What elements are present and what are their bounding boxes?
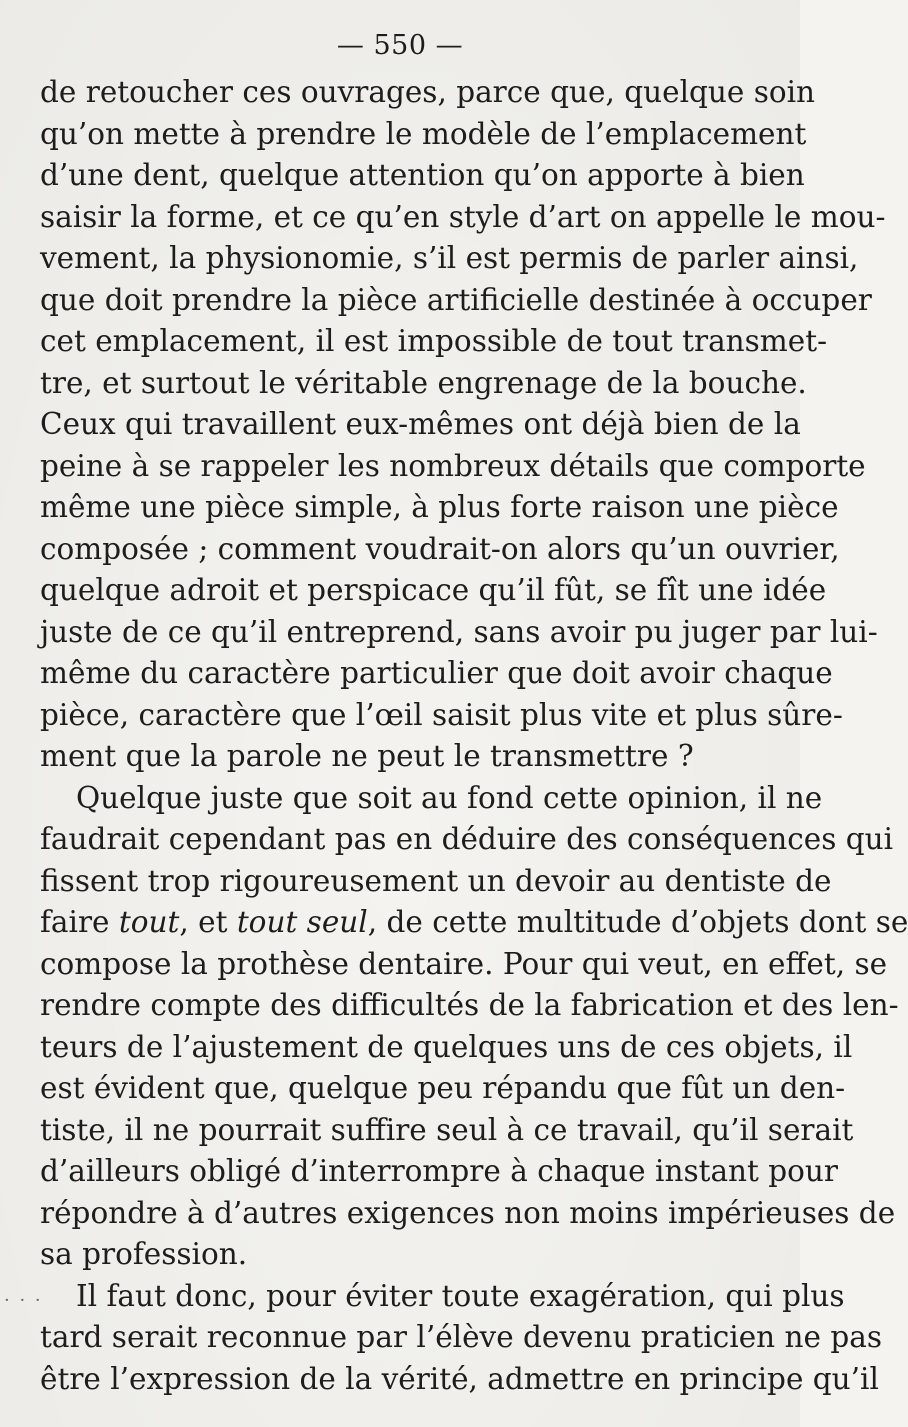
text-line: peine à se rappeler les nombreux détails que comporte: [40, 448, 866, 483]
text-line: Il faut donc, pour éviter toute exagération, qui plus: [76, 1278, 845, 1313]
body-text: [40, 72, 908, 1400]
text-line: fissent trop rigoureusement un devoir au dentiste de: [40, 863, 832, 898]
text-line: saisir la forme, et ce qu’en style d’art on appelle le mou-: [40, 199, 886, 234]
text-line: de retoucher ces ouvrages, parce que, quelque soin: [40, 75, 816, 109]
text-line: que doit prendre la pièce artificielle destinée à occuper: [40, 282, 872, 317]
text-line: tiste, il ne pourrait suffire seul à ce travail, qu’il serait: [40, 1112, 854, 1147]
text-line: teurs de l’ajustement de quelques uns de ces objets, il: [40, 1029, 853, 1064]
text-line: composée ; comment voudrait-on alors qu’un ouvrier,: [40, 531, 840, 566]
text-line: d’ailleurs obligé d’interrompre à chaque instant pour: [40, 1154, 839, 1188]
line-segment: , et: [179, 905, 237, 939]
text-line: être l’expression de la vérité, admettre en principe qu’il: [40, 1361, 879, 1396]
text-line: rendre compte des difficultés de la fabrication et des len-: [40, 988, 899, 1022]
text-line: même une pièce simple, à plus forte raison une pièce: [40, 490, 839, 524]
text-line: même du caractère particulier que doit avoir chaque: [40, 656, 833, 690]
line-segment: , de cette multitude d’objets dont se: [367, 905, 908, 939]
text-line: Quelque juste que soit au fond cette opinion, il ne: [76, 780, 823, 815]
page-number: — 550 —: [336, 30, 464, 61]
text-line: quelque adroit et perspicace qu’il fût, se fît une idée: [40, 573, 827, 607]
text-line: compose la prothèse dentaire. Pour qui veut, en effet, se: [40, 946, 888, 981]
text-line: d’une dent, quelque attention qu’on apporte à bien: [40, 158, 805, 192]
text-line: pièce, caractère que l’œil saisit plus vite et plus sûre-: [40, 697, 843, 732]
text-line: sa profession.: [40, 1237, 248, 1271]
text-line-with-italics: [40, 902, 908, 944]
text-line: Ceux qui travaillent eux-mêmes ont déjà bien de la: [40, 407, 801, 441]
text-line: faudrait cependant pas en déduire des conséquences qui: [40, 822, 894, 856]
italic-word: tout seul: [236, 905, 368, 939]
text-line: qu’on mette à prendre le modèle de l’emplacement: [40, 116, 807, 151]
margin-marks: · · ·: [4, 1290, 43, 1311]
text-line: juste de ce qu’il entreprend, sans avoir pu juger par lui-: [40, 614, 878, 649]
text-line: tre, et surtout le véritable engrenage de la bouche.: [40, 365, 807, 400]
italic-word: tout: [118, 905, 180, 939]
text-line: est évident que, quelque peu répandu que fût un den-: [40, 1071, 846, 1105]
text-line: vement, la physionomie, s’il est permis de parler ainsi,: [40, 241, 859, 275]
text-line: tard serait reconnue par l’élève devenu praticien ne pas: [40, 1320, 882, 1354]
text-line: répondre à d’autres exigences non moins impérieuses de: [40, 1195, 896, 1230]
line-segment: faire: [40, 905, 119, 939]
text-line: ment que la parole ne peut le transmettre ?: [40, 739, 694, 773]
text-line: cet emplacement, il est impossible de tout transmet-: [40, 324, 828, 358]
